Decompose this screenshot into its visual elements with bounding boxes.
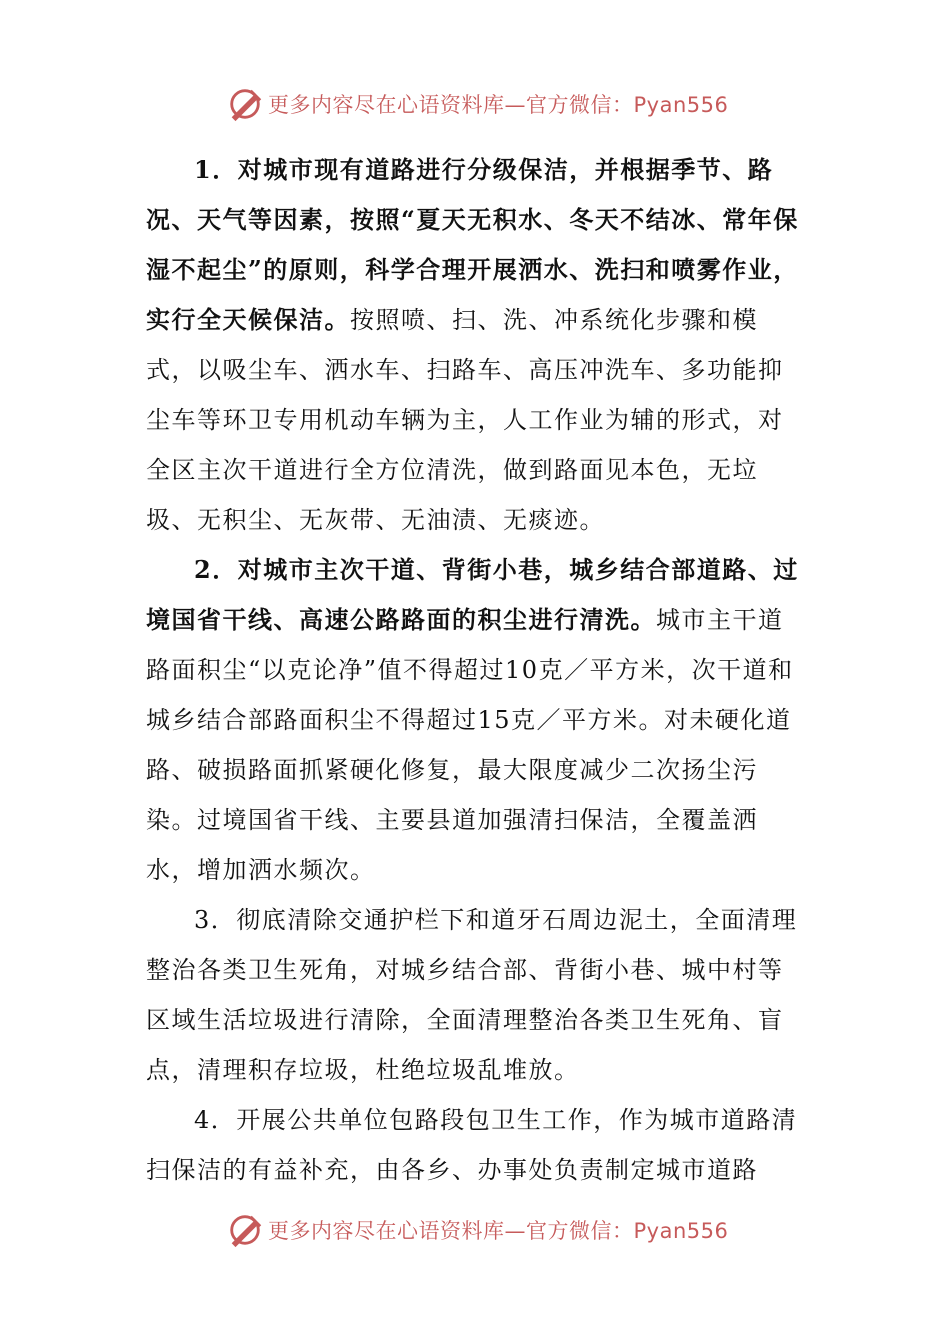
pen-logo-icon (226, 1211, 264, 1249)
watermark-text: 更多内容尽在心语资料库—官方微信：Pyan556 (268, 1219, 729, 1243)
pen-logo-icon (226, 85, 264, 123)
paragraph-2: 2．对城市主次干道、背街小巷，城乡结合部道路、过境国省干线、高速公路路面的积尘进行清洗。城市主干道路面积尘“以克论净”值不得超过10克／平方米，次干道和城乡结合部路面积尘不得超过15克／平方米。对未硬化道路、破损路面抓紧硬化修复，最大限度减少二次扬尘污染。过境国省干线、主要县道加强清扫保洁，全覆盖洒水，增加洒水频次。 (146, 555, 799, 884)
watermark-banner-top (226, 84, 729, 124)
paragraph-3: 3．彻底清除交通护栏下和道牙石周边泥土，全面清理整治各类卫生死角，对城乡结合部、背街小巷、城中村等区域生活垃圾进行清除，全面清理整治各类卫生死角、盲点，清理积存垃圾，杜绝垃圾乱堆放。 (146, 906, 798, 1084)
document-body (146, 145, 806, 1195)
paragraph-4: 4．开展公共单位包路段包卫生工作，作为城市道路清扫保洁的有益补充，由各乡、办事处负责制定城市道路 (146, 1106, 798, 1184)
watermark-handle: Pyan556 (633, 93, 729, 117)
watermark-banner-bottom (226, 1210, 729, 1250)
paragraph-1: 1．对城市现有道路进行分级保洁，并根据季节、路况、天气等因素，按照“夏天无积水、冬天不结冰、常年保湿不起尘”的原则，科学合理开展洒水、洗扫和喷雾作业，实行全天候保洁。按照喷、扫、洗、冲系统化步骤和模式，以吸尘车、洒水车、扫路车、高压冲洗车、多功能抑尘车等环卫专用机动车辆为主，人工作业为辅的形式，对全区主次干道进行全方位清洗，做到路面见本色，无垃圾、无积尘、无灰带、无油渍、无痰迹。 (146, 155, 799, 534)
watermark-text: 更多内容尽在心语资料库—官方微信：Pyan556 (268, 93, 729, 117)
watermark-handle: Pyan556 (633, 1219, 729, 1243)
